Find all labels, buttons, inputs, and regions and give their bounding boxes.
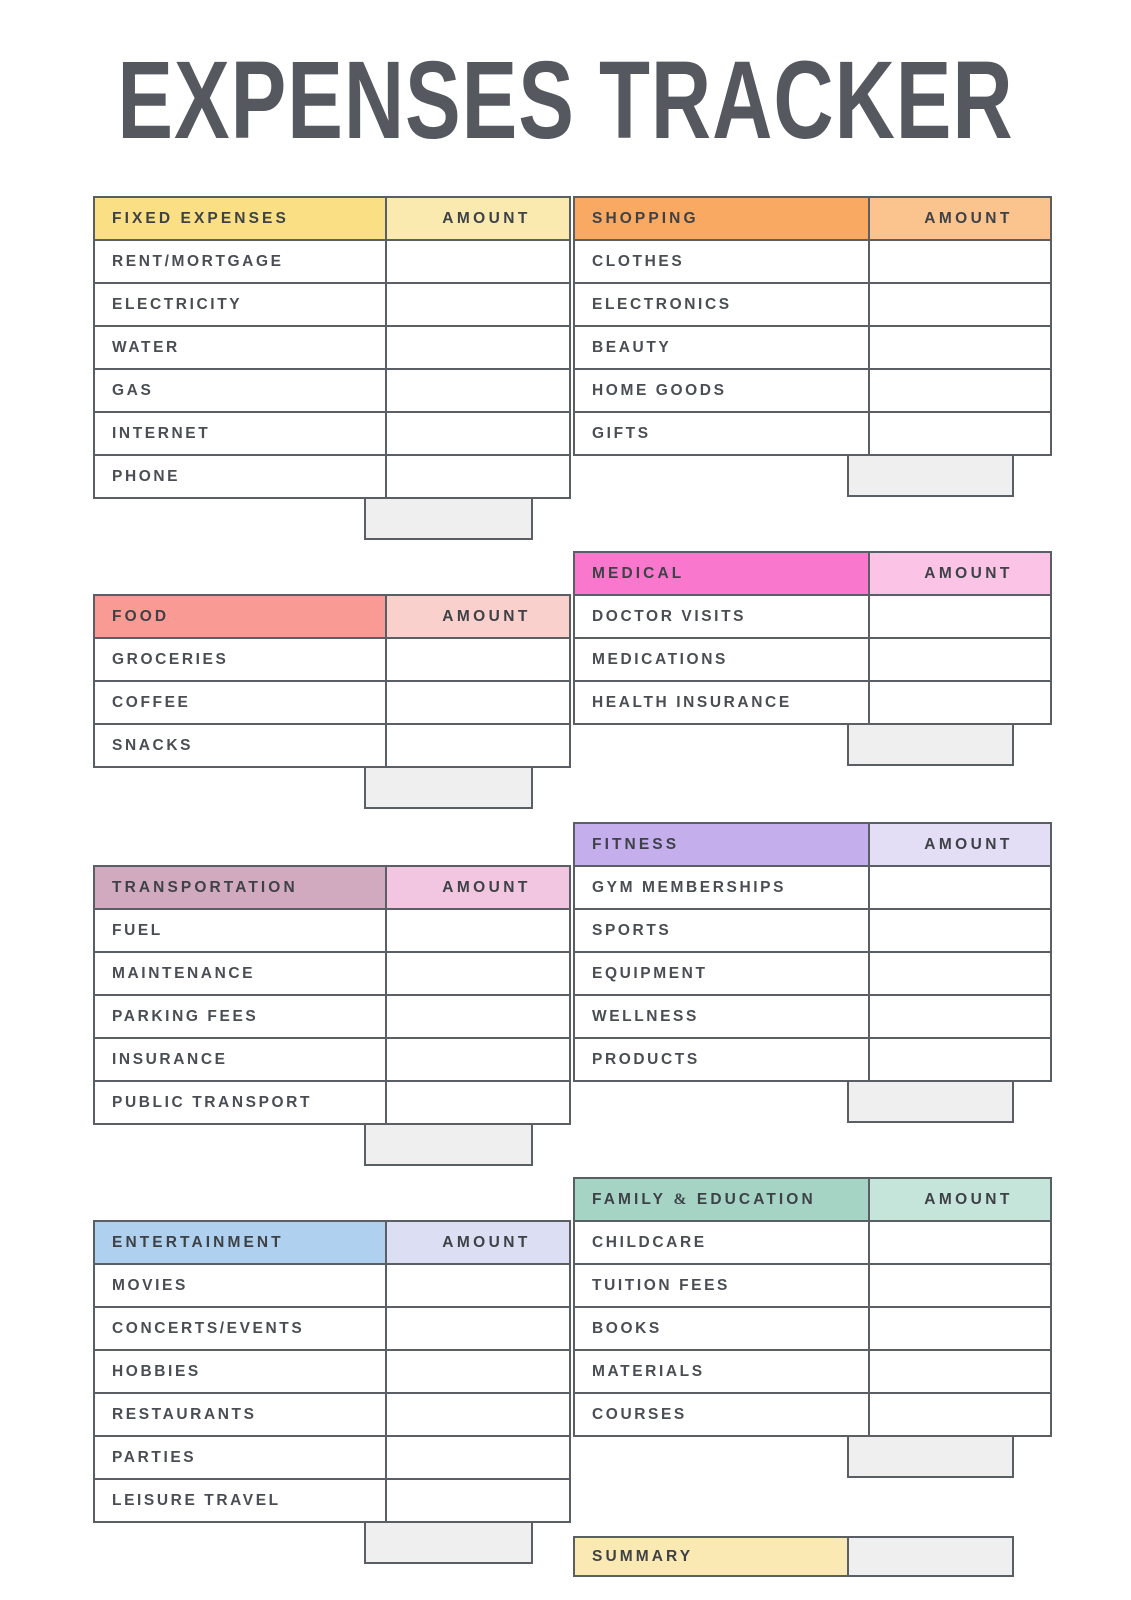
section-gap [93,1166,533,1220]
section-total-strip [93,1523,533,1564]
section-gap [573,497,1014,551]
amount-input-cell[interactable] [386,240,570,283]
table-row [574,952,1051,995]
section-title-label: FAMILY & EDUCATION [592,1190,816,1208]
table-row [94,952,570,995]
section-title-cell [94,197,386,240]
expense-label-text: LEISURE TRAVEL [112,1491,281,1509]
amount-input-cell[interactable] [869,595,1051,638]
amount-input-cell[interactable] [386,638,570,681]
amount-input-cell[interactable] [386,1264,570,1307]
expense-label-electronics [574,283,869,326]
table-header-row [574,552,1051,595]
section-total-cell[interactable] [364,499,533,540]
amount-header-cell [386,595,570,638]
expense-label-text: FUEL [112,921,163,939]
amount-input-cell[interactable] [869,1350,1051,1393]
expense-section-transportation [93,865,533,1166]
table-header-row [94,595,570,638]
table-row [94,455,570,498]
total-spacer [573,456,847,497]
section-title-cell [94,595,386,638]
table-header-row [94,1221,570,1264]
amount-header-label: AMOUNT [924,1190,1013,1208]
expense-label-snacks [94,724,386,767]
expense-table-family-education [573,1177,1052,1437]
section-title-label: FIXED EXPENSES [112,209,289,227]
table-row [94,681,570,724]
table-row [574,995,1051,1038]
amount-header-cell [869,823,1051,866]
page-title-container [0,39,1131,163]
table-row [94,638,570,681]
expense-label-text: GIFTS [592,424,651,442]
expense-label-text: PRODUCTS [592,1050,700,1068]
amount-input-cell[interactable] [869,412,1051,455]
page-title: EXPENSES TRACKER [117,39,1014,163]
expense-label-text: MEDICATIONS [592,650,728,668]
summary-row [573,1536,1014,1577]
expense-table-medical [573,551,1052,725]
amount-input-cell[interactable] [386,1307,570,1350]
amount-input-cell[interactable] [869,326,1051,369]
section-total-cell[interactable] [364,1523,533,1564]
expense-label-restaurants [94,1393,386,1436]
expense-label-wellness [574,995,869,1038]
expense-label-gym-memberships [574,866,869,909]
expense-label-coffee [94,681,386,724]
expense-label-text: CHILDCARE [592,1233,707,1251]
expense-label-hobbies [94,1350,386,1393]
expense-label-text: DOCTOR VISITS [592,607,747,625]
amount-header-cell [386,1221,570,1264]
table-row [94,326,570,369]
expense-section-medical [573,551,1014,766]
table-row [94,1436,570,1479]
table-row [574,595,1051,638]
amount-input-cell[interactable] [869,866,1051,909]
amount-header-label: AMOUNT [442,209,531,227]
amount-input-cell[interactable] [386,1436,570,1479]
table-row [94,1350,570,1393]
section-total-cell[interactable] [847,725,1014,766]
expense-label-text: MAINTENANCE [112,964,256,982]
table-row [94,412,570,455]
section-title-label: ENTERTAINMENT [112,1233,284,1251]
amount-header-label: AMOUNT [924,564,1013,582]
amount-header-label: AMOUNT [442,1233,531,1251]
table-row [574,1307,1051,1350]
expense-label-text: PARKING FEES [112,1007,259,1025]
section-title-cell [94,1221,386,1264]
expense-label-clothes [574,240,869,283]
table-row [574,369,1051,412]
section-gap [93,809,533,865]
amount-header-cell [386,197,570,240]
expense-label-text: INSURANCE [112,1050,228,1068]
expense-label-text: WELLNESS [592,1007,699,1025]
table-row [94,1307,570,1350]
amount-input-cell[interactable] [869,1393,1051,1436]
section-title-cell [574,823,869,866]
expense-label-insurance [94,1038,386,1081]
expense-label-products [574,1038,869,1081]
expense-label-rent-mortgage [94,240,386,283]
expense-label-materials [574,1350,869,1393]
table-row [574,1350,1051,1393]
expense-label-text: HEALTH INSURANCE [592,693,792,711]
section-gap [93,540,533,594]
section-total-cell[interactable] [847,456,1014,497]
expense-label-parties [94,1436,386,1479]
amount-input-cell[interactable] [869,995,1051,1038]
amount-header-label: AMOUNT [442,607,531,625]
expense-label-text: RENT/MORTGAGE [112,252,284,270]
right-column [573,196,1014,1577]
section-total-strip [573,456,1014,497]
expense-label-text: CLOTHES [592,252,685,270]
expense-label-text: GAS [112,381,154,399]
summary-gap [573,1478,1014,1536]
expense-label-text: BEAUTY [592,338,672,356]
section-total-strip [573,1082,1014,1123]
expense-label-childcare [574,1221,869,1264]
section-total-strip [573,725,1014,766]
summary-label-cell [573,1536,849,1577]
expense-label-concerts-events [94,1307,386,1350]
amount-input-cell[interactable] [869,681,1051,724]
amount-input-cell[interactable] [386,1393,570,1436]
table-row [94,1479,570,1522]
table-row [94,1081,570,1124]
amount-input-cell[interactable] [386,1479,570,1522]
table-row [94,283,570,326]
section-total-cell[interactable] [364,768,533,809]
expense-section-shopping [573,196,1014,497]
summary-label-text: SUMMARY [592,1547,694,1565]
expense-label-text: PHONE [112,467,181,485]
table-row [574,638,1051,681]
table-row [574,240,1051,283]
expense-label-tuition-fees [574,1264,869,1307]
amount-header-cell [386,866,570,909]
expense-label-text: COURSES [592,1405,687,1423]
amount-input-cell[interactable] [386,326,570,369]
amount-input-cell[interactable] [386,455,570,498]
expense-label-text: GROCERIES [112,650,229,668]
expense-label-gas [94,369,386,412]
section-total-cell[interactable] [847,1437,1014,1478]
section-title-label: FOOD [112,607,170,625]
amount-header-cell [869,1178,1051,1221]
table-row [94,724,570,767]
expense-label-leisure-travel [94,1479,386,1522]
table-row [574,1221,1051,1264]
amount-input-cell[interactable] [386,1081,570,1124]
table-header-row [94,197,570,240]
amount-input-cell[interactable] [869,1038,1051,1081]
section-title-label: SHOPPING [592,209,699,227]
amount-input-cell[interactable] [386,412,570,455]
amount-input-cell[interactable] [386,995,570,1038]
expense-label-equipment [574,952,869,995]
section-total-strip [573,1437,1014,1478]
section-title-cell [574,197,869,240]
expense-label-text: TUITION FEES [592,1276,730,1294]
amount-input-cell[interactable] [869,283,1051,326]
amount-input-cell[interactable] [869,952,1051,995]
table-row [574,866,1051,909]
total-spacer [573,1082,847,1123]
amount-input-cell[interactable] [386,681,570,724]
expense-label-text: WATER [112,338,180,356]
amount-input-cell[interactable] [869,638,1051,681]
amount-input-cell[interactable] [869,909,1051,952]
table-row [574,283,1051,326]
table-row [574,909,1051,952]
expense-table-transportation [93,865,571,1125]
expense-label-text: MOVIES [112,1276,188,1294]
expense-label-text: MATERIALS [592,1362,705,1380]
expense-label-doctor-visits [574,595,869,638]
total-spacer [93,768,364,809]
expense-label-text: PARTIES [112,1448,197,1466]
expense-label-movies [94,1264,386,1307]
left-column [93,196,533,1564]
amount-header-cell [869,197,1051,240]
expense-label-text: HOBBIES [112,1362,201,1380]
amount-input-cell[interactable] [869,1264,1051,1307]
expense-table-entertainment [93,1220,571,1523]
expense-label-maintenance [94,952,386,995]
expense-label-medications [574,638,869,681]
total-spacer [573,1437,847,1478]
table-row [574,1393,1051,1436]
total-spacer [93,1523,364,1564]
amount-header-label: AMOUNT [442,878,531,896]
expense-label-internet [94,412,386,455]
expense-label-text: ELECTRICITY [112,295,243,313]
amount-input-cell[interactable] [869,369,1051,412]
table-row [94,240,570,283]
table-row [574,1264,1051,1307]
table-row [94,995,570,1038]
expense-label-text: RESTAURANTS [112,1405,257,1423]
table-row [574,412,1051,455]
table-row [574,326,1051,369]
table-header-row [94,866,570,909]
expense-label-public-transport [94,1081,386,1124]
amount-input-cell[interactable] [386,283,570,326]
expense-label-parking-fees [94,995,386,1038]
expense-label-text: HOME GOODS [592,381,727,399]
table-row [94,1264,570,1307]
expense-label-books [574,1307,869,1350]
table-row [574,1038,1051,1081]
section-total-cell[interactable] [364,1125,533,1166]
total-spacer [93,499,364,540]
expense-label-text: CONCERTS/EVENTS [112,1319,305,1337]
section-title-cell [574,1178,869,1221]
expense-label-text: GYM MEMBERSHIPS [592,878,787,896]
expense-label-groceries [94,638,386,681]
section-total-strip [93,768,533,809]
total-spacer [573,725,847,766]
section-title-label: FITNESS [592,835,680,853]
expense-label-sports [574,909,869,952]
total-spacer [93,1125,364,1166]
table-header-row [574,1178,1051,1221]
section-gap [573,766,1014,822]
expense-table-fixed-expenses [93,196,571,499]
expense-label-text: INTERNET [112,424,211,442]
expense-table-food [93,594,571,768]
expense-label-phone [94,455,386,498]
table-row [574,681,1051,724]
section-title-label: TRANSPORTATION [112,878,298,896]
expense-section-fixed-expenses [93,196,533,540]
table-row [94,369,570,412]
table-row [94,1038,570,1081]
expense-label-electricity [94,283,386,326]
expense-label-courses [574,1393,869,1436]
expense-label-text: SNACKS [112,736,194,754]
expense-label-health-insurance [574,681,869,724]
amount-header-label: AMOUNT [924,835,1013,853]
expense-table-shopping [573,196,1052,456]
expense-label-text: ELECTRONICS [592,295,732,313]
expense-label-water [94,326,386,369]
section-total-cell[interactable] [847,1082,1014,1123]
expense-label-fuel [94,909,386,952]
summary-value-cell[interactable] [849,1536,1014,1577]
amount-input-cell[interactable] [386,724,570,767]
table-header-row [574,823,1051,866]
expense-label-gifts [574,412,869,455]
section-title-cell [94,866,386,909]
expense-label-text: PUBLIC TRANSPORT [112,1093,313,1111]
expense-section-entertainment [93,1220,533,1564]
section-gap [573,1123,1014,1177]
expense-label-text: BOOKS [592,1319,662,1337]
amount-input-cell[interactable] [386,1350,570,1393]
expense-label-text: EQUIPMENT [592,964,708,982]
amount-input-cell[interactable] [386,1038,570,1081]
expense-label-home-goods [574,369,869,412]
section-total-strip [93,1125,533,1166]
amount-header-label: AMOUNT [924,209,1013,227]
amount-input-cell[interactable] [386,952,570,995]
amount-input-cell[interactable] [386,369,570,412]
table-header-row [574,197,1051,240]
amount-header-cell [869,552,1051,595]
section-title-label: MEDICAL [592,564,685,582]
expense-label-text: SPORTS [592,921,672,939]
table-row [94,1393,570,1436]
expense-section-food [93,594,533,809]
expense-label-text: COFFEE [112,693,191,711]
amount-input-cell[interactable] [869,1307,1051,1350]
expense-section-family-education [573,1177,1014,1478]
expense-label-beauty [574,326,869,369]
section-total-strip [93,499,533,540]
expense-section-fitness [573,822,1014,1123]
table-row [94,909,570,952]
section-title-cell [574,552,869,595]
expense-table-fitness [573,822,1052,1082]
amount-input-cell[interactable] [869,1221,1051,1264]
amount-input-cell[interactable] [869,240,1051,283]
amount-input-cell[interactable] [386,909,570,952]
